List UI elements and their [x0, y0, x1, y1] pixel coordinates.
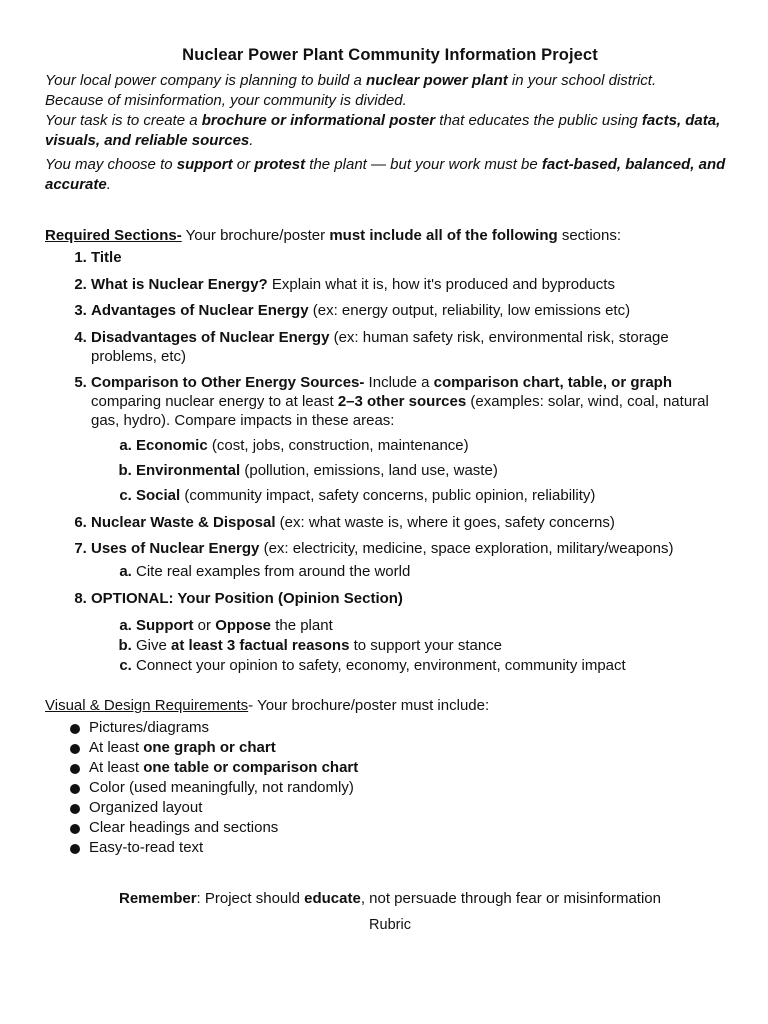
list-item [45, 778, 735, 798]
required-heading-label: Required Sections- [45, 227, 182, 244]
intro-line-4 [45, 155, 735, 195]
bullet-icon [70, 804, 80, 814]
item-bold: Environmental [136, 462, 241, 479]
list-item [136, 436, 735, 455]
item-text: (ex: energy output, reliability, low emissions etc) [308, 302, 631, 319]
required-sections-heading [45, 225, 735, 246]
intro-bold: facts, data, visuals, and reliable sources [45, 112, 721, 149]
item-text: (ex: electricity, medicine, space exploration, military/weapons) [259, 540, 674, 557]
bullet-icon [70, 844, 80, 854]
remember-text: : Project should [196, 889, 305, 907]
list-item [136, 636, 735, 655]
remember-bold: educate [304, 889, 361, 907]
item-text: Cite real examples from around the world [136, 563, 411, 580]
intro-line-2: Because of misinformation, your community is divided. [45, 92, 407, 109]
comparison-sublist [91, 436, 735, 505]
required-lead-text: sections: [557, 227, 622, 244]
intro-bold: support [176, 156, 233, 173]
list-item [45, 738, 735, 758]
item-text: or [193, 616, 216, 634]
item-text: Connect your opinion to safety, economy, environment, community impact [136, 656, 626, 674]
item-text: Organized layout [89, 798, 203, 816]
bullet-icon [70, 744, 80, 754]
list-item [136, 616, 735, 635]
item-text: Easy-to-read text [89, 838, 204, 856]
list-item [45, 838, 735, 858]
item-text: comparing nuclear energy to at least [91, 393, 338, 410]
list-item [136, 461, 735, 480]
list-item [45, 718, 735, 738]
intro-block [45, 71, 735, 195]
item-text: At least [89, 738, 144, 756]
visual-requirements-heading [45, 695, 735, 716]
item-bold: Support [136, 616, 194, 634]
list-item [45, 798, 735, 818]
remember-note [45, 889, 735, 909]
remember-label: Remember [119, 889, 197, 907]
item-text: Include a [364, 374, 434, 391]
intro-bold: brochure or informational poster [201, 112, 436, 129]
item-bold: Uses of Nuclear Energy [91, 540, 260, 557]
uses-sublist [91, 562, 735, 581]
item-text: Clear headings and sections [89, 818, 279, 836]
list-item [136, 562, 735, 581]
page-title: Nuclear Power Plant Community Information Project [182, 46, 598, 64]
item-text: Color (used meaningfully, not randomly) [89, 778, 354, 796]
intro-text: Your task is to create a [45, 112, 202, 129]
item-text: the plant [271, 616, 333, 634]
item-bold: one table or comparison chart [143, 758, 359, 776]
item-text: Explain what it is, how it's produced and byproducts [267, 275, 615, 293]
intro-text: that educates the public using [435, 112, 642, 129]
intro-text: Your local power company is planning to build a [45, 72, 367, 89]
bullet-icon [70, 724, 80, 734]
item-bold: Nuclear Waste & Disposal [91, 513, 276, 531]
intro-bold: protest [254, 156, 306, 173]
item-bold: one graph or chart [143, 738, 276, 756]
visual-heading-label: Visual & Design Requirements [45, 696, 249, 714]
item-bold: Social [136, 487, 181, 504]
item-text: to support your stance [349, 636, 503, 654]
item-bold: Advantages of Nuclear Energy [91, 302, 309, 319]
intro-line-1 [45, 71, 735, 91]
item-bold: 2–3 other sources [337, 393, 467, 410]
visual-requirements-list [45, 718, 735, 858]
list-item [45, 758, 735, 778]
item-bold: Title [91, 249, 122, 266]
item-text: At least [89, 758, 144, 776]
intro-bold: nuclear power plant [366, 72, 508, 89]
item-text: (ex: human safety risk, environmental risk, storage problems, etc) [91, 328, 669, 365]
item-bold: Oppose [215, 616, 272, 634]
intro-line-3 [45, 111, 735, 151]
item-text: Pictures/diagrams [89, 718, 210, 736]
document-page [45, 46, 735, 935]
item-text: (community impact, safety concerns, public opinion, reliability) [180, 487, 596, 504]
item-text: (pollution, emissions, land use, waste) [240, 462, 498, 479]
intro-text: or [232, 156, 255, 173]
intro-text: the plant — but your work must be [305, 156, 542, 173]
item-text: Give [136, 636, 172, 654]
list-item [45, 818, 735, 838]
item-bold: OPTIONAL: Your Position (Opinion Section) [91, 589, 403, 607]
list-item [91, 539, 735, 581]
intro-bold: fact-based, balanced, and accurate [45, 156, 726, 193]
item-text: (cost, jobs, construction, maintenance) [207, 437, 469, 454]
visual-lead-text: - Your brochure/poster must include: [248, 696, 490, 714]
item-bold: What is Nuclear Energy? [91, 275, 268, 293]
position-sublist [91, 616, 735, 675]
list-item [91, 373, 735, 505]
list-item [91, 589, 735, 675]
required-lead-bold: must include all of the following [329, 227, 558, 244]
list-item [136, 656, 735, 675]
item-text: (examples: solar, wind, coal, natural gas, hydro). Compare impacts in these areas: [91, 393, 709, 429]
item-bold: Economic [136, 437, 208, 454]
required-lead-text: Your brochure/poster [181, 227, 330, 244]
list-item [91, 301, 735, 320]
intro-text: You may choose to [45, 156, 177, 173]
bullet-icon [70, 784, 80, 794]
bullet-icon [70, 764, 80, 774]
item-bold: comparison chart, table, or graph [433, 374, 672, 391]
intro-text: in your school district. [507, 72, 657, 89]
item-bold: Comparison to Other Energy Sources- [91, 374, 365, 391]
required-sections-list [45, 248, 735, 675]
list-item [91, 328, 735, 366]
remember-text: , not persuade through fear or misinformation [360, 889, 661, 907]
rubric-label: Rubric [369, 916, 411, 933]
list-item [91, 513, 735, 532]
list-item [91, 248, 735, 267]
intro-text: . [249, 132, 254, 149]
item-text: (ex: what waste is, where it goes, safety concerns) [275, 513, 615, 531]
intro-text: . [106, 176, 111, 193]
bullet-icon [70, 824, 80, 834]
list-item [136, 486, 735, 505]
item-bold: Disadvantages of Nuclear Energy [91, 328, 330, 346]
item-bold: at least 3 factual reasons [171, 636, 350, 654]
list-item [91, 275, 735, 294]
